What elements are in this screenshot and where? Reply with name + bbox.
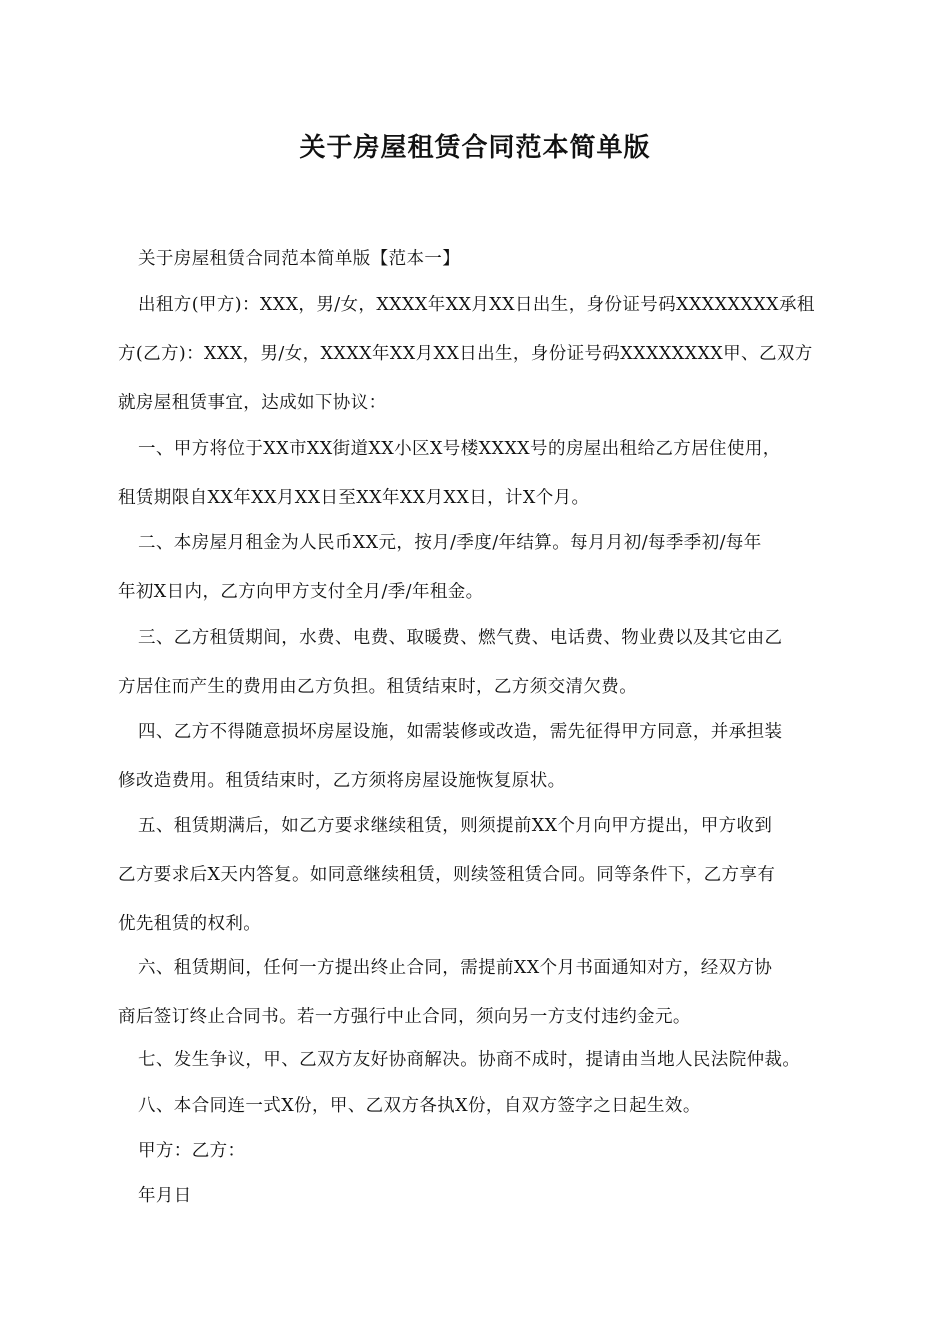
clause-line: 年初X日内，乙方向甲方支付全月/季/年租金。 (118, 582, 484, 602)
clause-line: 商后签订终止合同书。若一方强行中止合同，须向另一方支付违约金元。 (118, 1007, 691, 1027)
clause-line: 租赁期限自XX年XX月XX日至XX年XX月XX日，计X个月。 (118, 488, 590, 508)
signature-parties: 甲方：乙方： (138, 1141, 246, 1161)
clause-line: 七、发生争议，甲、乙双方友好协商解决。协商不成时，提请由当地人民法院仲裁。 (138, 1050, 801, 1070)
clause-line: 三、乙方租赁期间，水费、电费、取暖费、燃气费、电话费、物业费以及其它由乙 (138, 628, 783, 648)
clause-line: 修改造费用。租赁结束时，乙方须将房屋设施恢复原状。 (118, 771, 566, 791)
paragraph-line: 方(乙方)：XXX，男/女，XXXX年XX月XX日出生，身份证号码XXXXXXXX甲、乙双方 (118, 344, 813, 364)
clause-line: 五、租赁期满后，如乙方要求继续租赁，则须提前XX个月向甲方提出，甲方收到 (138, 816, 773, 836)
clause-line: 方居住而产生的费用由乙方负担。租赁结束时，乙方须交清欠费。 (118, 677, 638, 697)
paragraph-line: 就房屋租赁事宜，达成如下协议： (118, 393, 387, 413)
clause-line: 一、甲方将位于XX市XX街道XX小区X号楼XXXX号的房屋出租给乙方居住使用， (138, 439, 781, 459)
clause-line: 二、本房屋月租金为人民币XX元，按月/季度/年结算。每月月初/每季季初/每年 (138, 533, 762, 553)
clause-line: 优先租赁的权利。 (118, 914, 262, 934)
clause-line: 四、乙方不得随意损坏房屋设施，如需装修或改造，需先征得甲方同意，并承担装 (138, 722, 783, 742)
clause-line: 六、租赁期间，任何一方提出终止合同，需提前XX个月书面通知对方，经双方协 (138, 958, 773, 978)
section-heading: 关于房屋租赁合同范本简单版【范本一】 (138, 249, 461, 269)
document-title: 关于房屋租赁合同范本简单版 (299, 133, 651, 163)
paragraph-line: 出租方(甲方)：XXX，男/女，XXXX年XX月XX日出生，身份证号码XXXXXXXX承租 (138, 295, 815, 315)
clause-line: 八、本合同连一式X份，甲、乙双方各执X份，自双方签字之日起生效。 (138, 1096, 701, 1116)
signature-date: 年月日 (138, 1186, 192, 1206)
clause-line: 乙方要求后X天内答复。如同意继续租赁，则续签租赁合同。同等条件下，乙方享有 (118, 865, 776, 885)
